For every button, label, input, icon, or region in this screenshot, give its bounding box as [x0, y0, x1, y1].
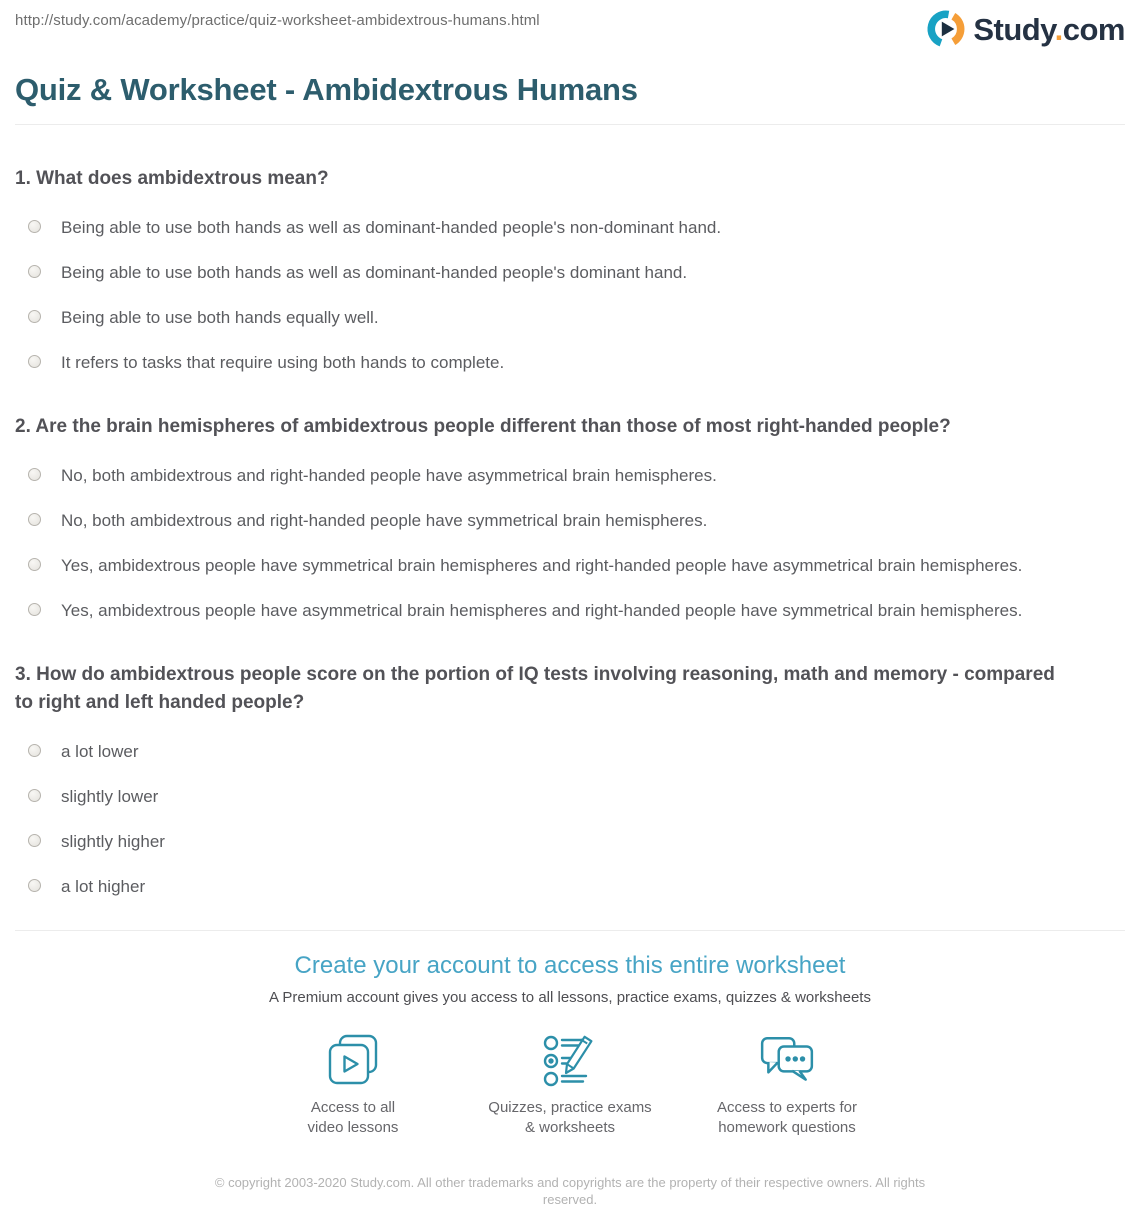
feature-label	[717, 1098, 857, 1138]
question-2-option-3[interactable]	[15, 555, 1125, 576]
feature-video-lessons	[245, 1032, 462, 1138]
experts-chat-icon	[758, 1032, 816, 1090]
video-lessons-icon	[325, 1032, 381, 1090]
cta-divider	[15, 930, 1125, 931]
question-2-text: 2. Are the brain hemispheres of ambidextrous people different than those of most right-handed people?	[15, 416, 951, 437]
option-label: a lot higher	[61, 877, 146, 896]
option-label: a lot lower	[61, 742, 139, 761]
question-1-text: 1. What does ambidextrous mean?	[15, 168, 329, 189]
question-2-options	[15, 465, 1125, 621]
question-1-option-4[interactable]	[15, 352, 1125, 373]
radio-button[interactable]	[28, 265, 41, 278]
radio-button[interactable]	[28, 834, 41, 847]
cta-title: Create your account to access this entire worksheet	[294, 952, 846, 979]
feature-label-line2: homework questions	[718, 1119, 856, 1136]
option-label: No, both ambidextrous and right-handed people have symmetrical brain hemispheres.	[61, 511, 708, 530]
radio-button[interactable]	[28, 879, 41, 892]
option-label: Being able to use both hands equally well.	[61, 308, 379, 327]
question-1-option-2[interactable]	[15, 262, 1125, 283]
feature-label-line2: & worksheets	[524, 1119, 616, 1136]
feature-label	[308, 1098, 399, 1138]
radio-button[interactable]	[28, 310, 41, 323]
option-label: Being able to use both hands as well as dominant-handed people's dominant hand.	[61, 263, 688, 282]
question-2-option-4[interactable]	[15, 600, 1125, 621]
quizzes-worksheets-icon	[542, 1032, 598, 1090]
option-label: slightly lower	[61, 787, 159, 806]
page-url: http://study.com/academy/practice/quiz-worksheet-ambidextrous-humans.html	[15, 12, 540, 29]
footer	[15, 1174, 1125, 1208]
radio-button[interactable]	[28, 603, 41, 616]
option-label: Being able to use both hands as well as dominant-handed people's non-dominant hand.	[61, 218, 722, 237]
title-divider	[15, 124, 1125, 125]
question-2-option-1[interactable]	[15, 465, 1125, 486]
question-2-option-2[interactable]	[15, 510, 1125, 531]
radio-button[interactable]	[28, 789, 41, 802]
option-label: slightly higher	[61, 832, 165, 851]
feature-homework-experts	[679, 1032, 896, 1138]
cta-subtitle: A Premium account gives you access to all lessons, practice exams, quizzes & worksheets	[269, 989, 871, 1006]
feature-label-line1: Quizzes, practice exams	[488, 1099, 652, 1116]
radio-button[interactable]	[28, 513, 41, 526]
question-3-option-1[interactable]	[15, 741, 1125, 762]
question-1-option-1[interactable]	[15, 217, 1125, 238]
logo-dot: .	[1054, 11, 1063, 47]
feature-list	[15, 1032, 1125, 1138]
radio-button[interactable]	[28, 744, 41, 757]
question-3-option-3[interactable]	[15, 831, 1125, 852]
question-1-options	[15, 217, 1125, 373]
logo-study: Study	[973, 11, 1055, 47]
option-label: Yes, ambidextrous people have symmetrical brain hemispheres and right-handed people have asymmetrical brain hemispheres.	[61, 556, 1023, 575]
feature-quizzes-worksheets	[462, 1032, 679, 1138]
question-3-text: 3. How do ambidextrous people score on the portion of IQ tests involving reasoning, math and memory - compared to right and left handed people?	[15, 664, 1055, 713]
radio-button[interactable]	[28, 220, 41, 233]
study-com-logo[interactable]	[925, 8, 1125, 50]
page-title: Quiz & Worksheet - Ambidextrous Humans	[15, 72, 638, 107]
top-bar	[15, 0, 1125, 50]
option-label: No, both ambidextrous and right-handed people have asymmetrical brain hemispheres.	[61, 466, 717, 485]
question-3	[15, 661, 1125, 897]
feature-label-line2: video lessons	[307, 1119, 399, 1136]
question-1	[15, 165, 1125, 373]
study-com-logo-icon	[925, 8, 967, 50]
feature-label-line1: Access to all	[310, 1099, 396, 1116]
option-label: Yes, ambidextrous people have asymmetrical brain hemispheres and right-handed people have symmetrical brain hemispheres.	[61, 601, 1023, 620]
question-3-option-4[interactable]	[15, 876, 1125, 897]
logo-com: com	[1062, 11, 1125, 47]
question-3-option-2[interactable]	[15, 786, 1125, 807]
logo-wordmark	[973, 11, 1125, 47]
question-2	[15, 413, 1125, 621]
feature-label	[488, 1098, 651, 1138]
radio-button[interactable]	[28, 558, 41, 571]
feature-label-line1: Access to experts for	[716, 1099, 858, 1116]
cta-section	[15, 952, 1125, 1138]
option-label: It refers to tasks that require using both hands to complete.	[61, 353, 505, 372]
question-3-options	[15, 741, 1125, 897]
radio-button[interactable]	[28, 355, 41, 368]
question-1-option-3[interactable]	[15, 307, 1125, 328]
copyright-text: © copyright 2003-2020 Study.com. All other trademarks and copyrights are the property of their respective owners. All rights reserved.	[214, 1175, 926, 1207]
radio-button[interactable]	[28, 468, 41, 481]
